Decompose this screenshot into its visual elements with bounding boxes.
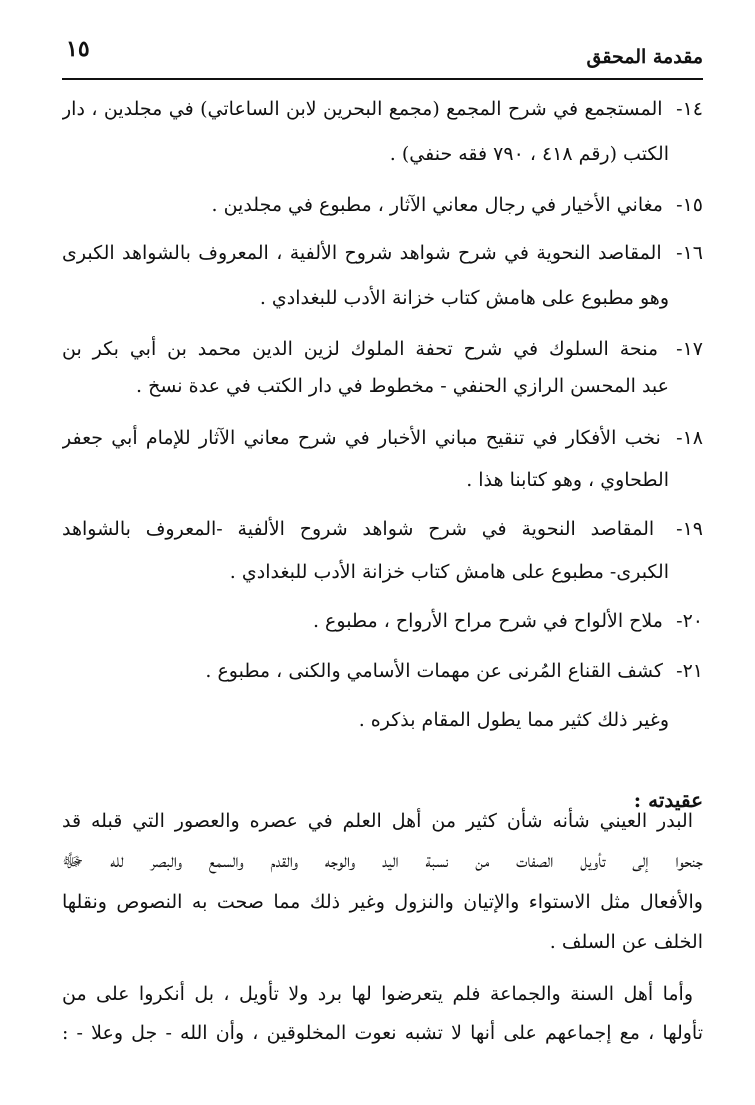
list-item-17	[62, 333, 703, 365]
item-text-line-1: منحة السلوك في شرح تحفة الملوك لزين الدين محمد بن أبي بكر بن	[62, 338, 659, 360]
list-item-16	[62, 237, 703, 269]
running-title: مقدمة المحقق	[586, 46, 703, 68]
section-heading: عقيدته :	[633, 788, 703, 812]
item-text-line-2: الطحاوي ، وهو كتابنا هذا .	[466, 469, 669, 491]
paragraph-2-line-2: تأولها ، مع إجماعهم على أنها لا تشبه نعوت المخلوقين ، وأن الله - جل وعلا - :	[62, 1022, 703, 1044]
item-text-line-1: كشف القناع المُرنى عن مهمات الأسامي والكنى ، مطبوع .	[205, 660, 663, 682]
item-text-line-1: ملاح الألواح في شرح مراح الأرواح ، مطبوع .	[312, 610, 663, 632]
item-number: ٢١-	[676, 660, 703, 682]
item-number: ٢٠-	[676, 610, 703, 632]
paragraph-2-line-1: وأما أهل السنة والجماعة فلم يتعرضوا لها برد ولا تأويل ، بل أنكروا على من	[62, 983, 693, 1005]
list-item-17-cont	[62, 370, 669, 402]
list-item-16-cont	[62, 282, 669, 314]
paragraph-1-line-4: الخلف عن السلف .	[549, 931, 703, 953]
paragraph-1-line-3: والأفعال مثل الاستواء والإتيان والنزول وغير ذلك مما صحت به النصوص ونقلها	[62, 891, 703, 913]
item-number: ١٩-	[676, 518, 703, 540]
list-item-19	[62, 513, 703, 545]
paragraph-1-line-1: البدر العيني شأنه شأن كثير من أهل العلم في عصره والعصور التي قبله قد	[62, 810, 693, 832]
item-text-line-2: وهو مطبوع على هامش كتاب خزانة الأدب للبغدادي .	[259, 287, 669, 309]
item-text-line-1: المقاصد النحوية في شرح شواهد شروح الألفية -المعروف بالشواهد	[62, 518, 655, 540]
item-text-line-2: الكتب (رقم ٤١٨ ، ٧٩٠ فقه حنفي) .	[389, 143, 669, 165]
list-item-18-cont	[62, 464, 669, 496]
list-item-18	[62, 422, 703, 454]
item-text-line-1: مغاني الأخيار في رجال معاني الآثار ، مطبوع في مجلدين .	[211, 194, 663, 216]
item-text-line-1: نخب الأفكار في تنقيح مباني الأخبار في شرح معاني الآثار للإمام أبي جعفر	[62, 427, 661, 449]
item-number: ١٨-	[676, 427, 703, 449]
item-number: ١٦-	[676, 242, 703, 264]
item-number: ١٧-	[676, 338, 703, 360]
item-text-line-2: عبد المحسن الرازي الحنفي - مخطوط في دار الكتب في عدة نسخ .	[136, 375, 669, 397]
closing-line: وغير ذلك كثير مما يطول المقام بذكره .	[358, 709, 669, 731]
list-item-19-cont	[62, 556, 669, 588]
page-header	[62, 30, 703, 80]
page-number: ١٥	[66, 36, 90, 62]
item-number: ١٤-	[676, 98, 703, 120]
list-item-21	[62, 655, 703, 687]
list-item-20	[62, 605, 703, 637]
paragraph-1-line-2: جنحوا إلى تأويل الصفات من نسبة اليد والوجه والقدم والسمع والبصر لله ﷻ	[62, 850, 703, 872]
list-item-14	[62, 93, 703, 125]
item-text-line-2: الكبرى- مطبوع على هامش كتاب خزانة الأدب للبغدادي .	[229, 561, 669, 583]
list-item-15	[62, 189, 703, 221]
item-text-line-1: المستجمع في شرح المجمع (مجمع البحرين لابن الساعاتي) في مجلدين ، دار	[62, 98, 663, 120]
item-number: ١٥-	[676, 194, 703, 216]
list-item-14-cont	[62, 138, 669, 170]
item-text-line-1: المقاصد النحوية في شرح شواهد شروح الألفية ، المعروف بالشواهد الكبرى	[62, 242, 662, 264]
